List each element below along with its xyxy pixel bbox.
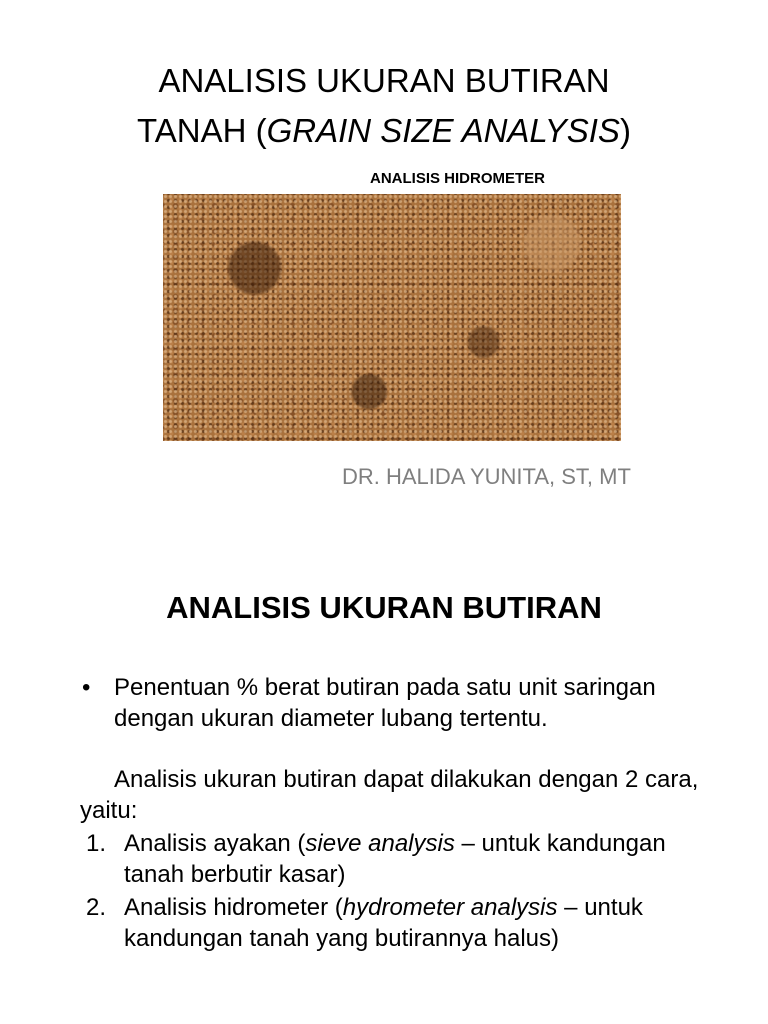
bullet-item <box>82 672 732 734</box>
content-heading: ANALISIS UKURAN BUTIRAN <box>166 590 602 625</box>
numbered-item-2 <box>82 892 732 954</box>
item-italic: sieve analysis <box>305 830 455 857</box>
bullet-dot: • <box>82 674 91 701</box>
item-suffix: – untuk kandungan tanah yang butirannya halus) <box>124 894 643 952</box>
item-prefix: Analisis hidrometer ( <box>124 894 343 921</box>
item-number: 2. <box>86 894 107 921</box>
item-prefix: Analisis ayakan ( <box>124 830 306 857</box>
sand-photo <box>163 194 621 441</box>
slide-subtitle: ANALISIS HIDROMETER <box>370 170 546 187</box>
title-line-2-italic: GRAIN SIZE ANALYSIS <box>266 112 620 149</box>
title-line-2-prefix: TANAH ( <box>137 112 267 149</box>
author-name: DR. HALIDA YUNITA, ST, MT <box>342 464 631 489</box>
title-line-2 <box>0 106 768 156</box>
item-italic: hydrometer analysis <box>342 894 558 921</box>
item-suffix: – untuk kandungan tanah berbutir kasar) <box>124 830 666 888</box>
item-number: 1. <box>86 830 107 857</box>
title-line-2-suffix: ) <box>619 112 631 149</box>
numbered-item-1 <box>82 828 732 890</box>
title-line-1: ANALISIS UKURAN BUTIRAN <box>158 62 610 99</box>
bullet-text: Penentuan % berat butiran pada satu unit saringan dengan ukuran diameter lubang tertentu. <box>114 674 656 732</box>
slide-title-heading <box>0 56 768 156</box>
slide-content <box>0 560 768 1024</box>
intro-paragraph: Analisis ukuran butiran dapat dilakukan dengan 2 cara, yaitu: <box>80 766 699 824</box>
content-body <box>82 672 732 954</box>
